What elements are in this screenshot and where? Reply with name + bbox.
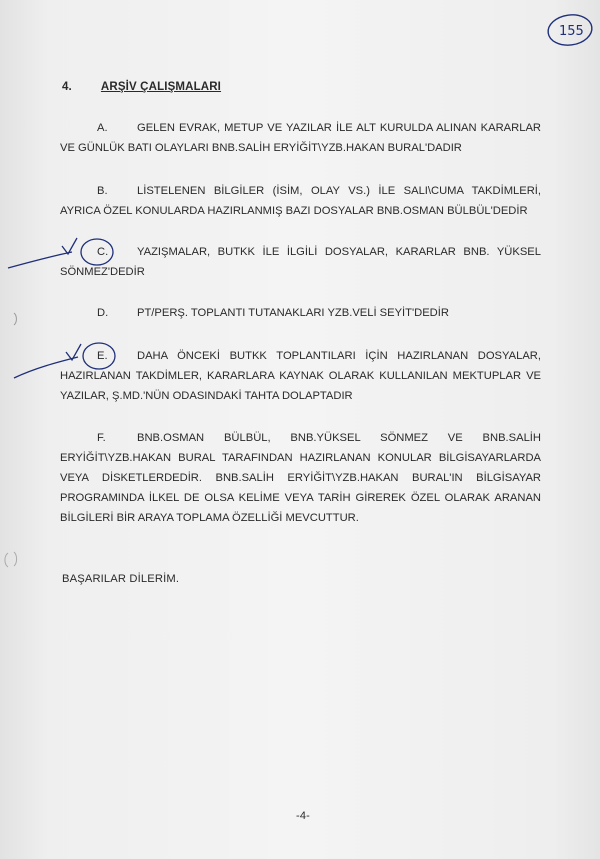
paragraph-line: D. PT/PERŞ. TOPLANTI TUTANAKLARI YZB.VELİ SEYİT'DEDİR [60,303,541,323]
paragraph-line: VEYA DİSKETLERDEDİR. BNB.SALİH ERYİĞİT\YZB.HAKAN BURAL'IN BİLGİSAYAR [60,472,541,484]
paragraph-line: A. GELEN EVRAK, METUP VE YAZILAR İLE ALT KURULDA ALINAN KARARLAR [60,118,541,138]
paragraph-b [60,181,541,221]
paragraph-letter: B. [97,185,108,197]
paragraph-line: ERYİĞİT\YZB.HAKAN BURAL TARAFINDAN HAZIRLANAN KONULAR BİLGİSAYARLARDA [60,452,541,464]
paragraph-line: PROGRAMINDA İLKEL DE OLSA KELİME VEYA TARİH GİREREK ÖZEL OLARAK ARANAN [60,492,541,504]
paragraph-line: F. BNB.OSMAN BÜLBÜL, BNB.YÜKSEL SÖNMEZ VE BNB.SALİH [60,428,541,448]
paragraph-a [60,118,541,158]
closing-text: BAŞARILAR DİLERİM. [62,573,180,585]
paragraph-f [60,428,541,528]
section-number: 4. [62,81,72,93]
section-heading [62,80,221,94]
paragraph-line: E. DAHA ÖNCEKİ BUTKK TOPLANTILARI İÇİN HAZIRLANAN DOSYALAR, [60,346,541,366]
paragraph-e [60,346,541,406]
page-stamp-circle [546,12,594,48]
paragraph-letter: F. [97,432,106,444]
paragraph-line: HAZIRLANAN TAKDİMLER, KARARLARA KAYNAK OLARAK KULLANILAN MEKTUPLAR VE [60,370,541,382]
paragraph-line: C. YAZIŞMALAR, BUTKK İLE İLGİLİ DOSYALAR, KARARLAR BNB. YÜKSEL [60,242,541,262]
paragraph-d [60,303,541,323]
punch-hole-mark [5,552,17,567]
paragraph-letter: C. [97,246,109,258]
paragraph-line: SÖNMEZ'DEDİR [60,266,145,278]
section-title: ARŞİV ÇALIŞMALARI [100,81,222,93]
paragraph-letter: A. [97,122,108,134]
paragraph-c [60,242,541,282]
paragraph-line: BİLGİLERİ BİR ARAYA TOPLAMA ÖZELLİĞİ MEVCUTTUR. [60,512,359,524]
paragraph-line: B. LİSTELENEN BİLGİLER (İSİM, OLAY VS.) İLE SALI\CUMA TAKDİMLERİ, [60,181,541,201]
paragraph-letter: D. [97,307,109,319]
punch-hole-mark [14,313,16,325]
paragraph-line: VE GÜNLÜK BATI OLAYLARI BNB.SALİH ERYİĞİT\YZB.HAKAN BURAL'DADIR [60,142,462,154]
paragraph-line: YAZILAR, Ş.MD.'NÜN ODASINDAKİ TAHTA DOLAPTADIR [60,390,353,402]
paragraph-line: AYRICA ÖZEL KONULARDA HAZIRLANMIŞ BAZI DOSYALAR BNB.OSMAN BÜLBÜL'DEDİR [60,205,528,217]
page-stamp: 155 [559,24,584,39]
page-number: -4- [296,810,310,822]
paragraph-letter: E. [97,350,108,362]
